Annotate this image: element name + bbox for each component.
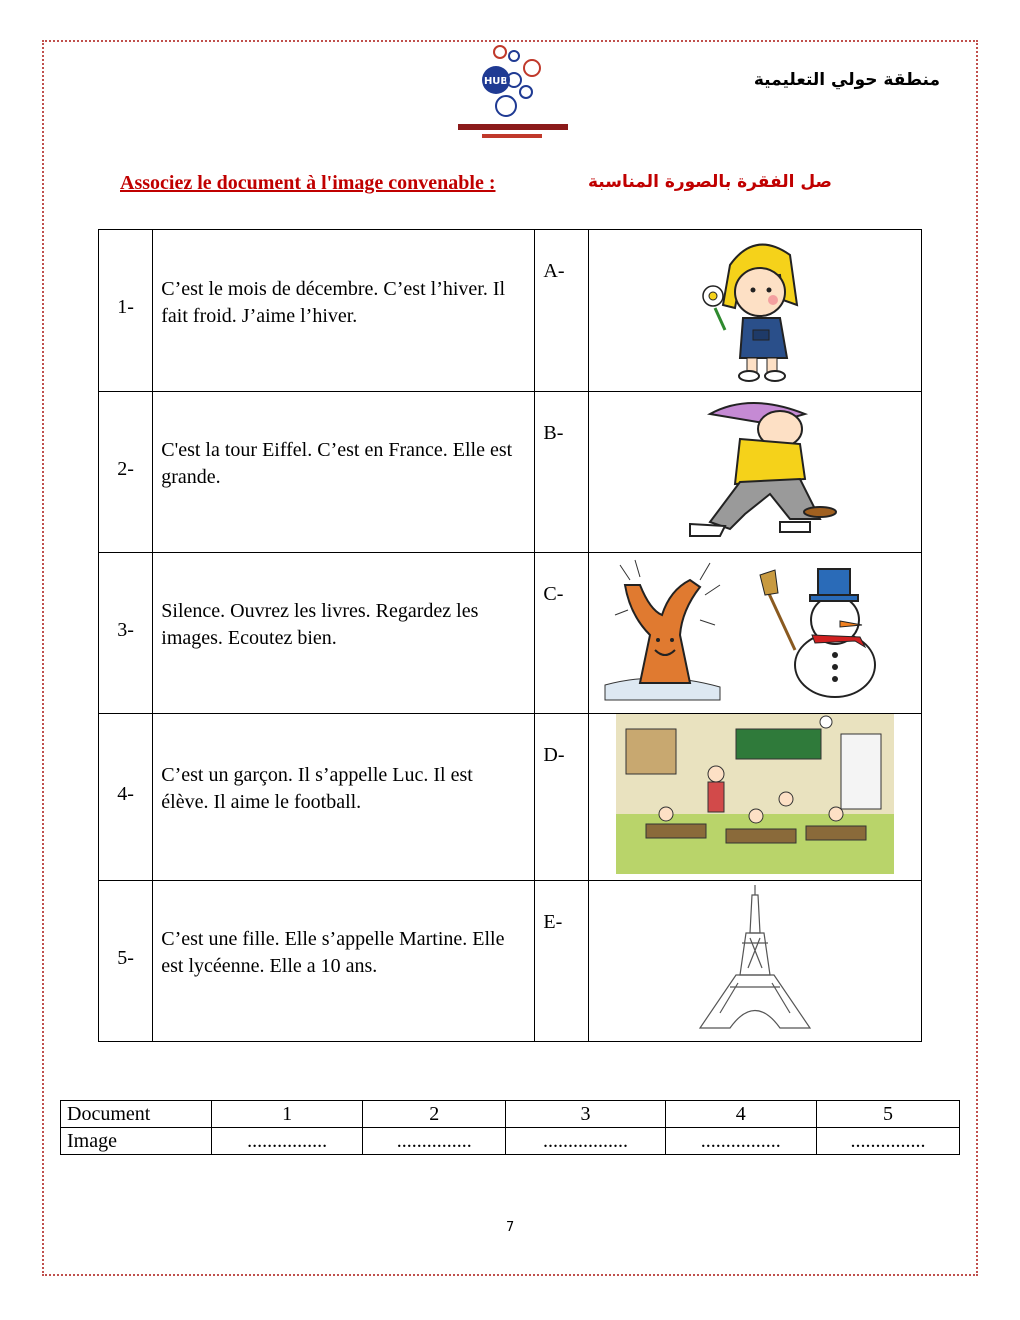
girl-with-flower-image bbox=[685, 230, 825, 385]
answer-table-row-label: Image bbox=[61, 1128, 212, 1155]
image-letter: E- bbox=[535, 881, 588, 1042]
table-row bbox=[61, 1128, 960, 1155]
boy-walking-image bbox=[670, 394, 840, 544]
page-number: 7 bbox=[506, 1220, 515, 1235]
doc-text: C’est une fille. Elle s’appelle Martine. Elle est lycéenne. Elle a 10 ans. bbox=[161, 928, 505, 977]
doc-text: Silence. Ouvrez les livres. Regardez les images. Ecoutez bien. bbox=[161, 600, 479, 649]
doc-number: 2- bbox=[117, 457, 134, 480]
hub-logo bbox=[452, 44, 576, 148]
image-letter: A- bbox=[535, 230, 588, 392]
doc-number: 4- bbox=[117, 782, 134, 805]
answer-blank[interactable]: ............... bbox=[363, 1128, 506, 1155]
instruction-arabic: صل الفقرة بالصورة المناسبة bbox=[588, 172, 832, 192]
image-letter: D- bbox=[535, 714, 588, 881]
table-row bbox=[61, 1101, 960, 1128]
table-row bbox=[99, 230, 922, 392]
answer-col-header: 3 bbox=[506, 1101, 665, 1128]
answer-table bbox=[60, 1100, 960, 1155]
answer-blank[interactable]: ................ bbox=[665, 1128, 816, 1155]
answer-blank[interactable]: ................ bbox=[212, 1128, 363, 1155]
doc-number: 3- bbox=[117, 618, 134, 641]
doc-text: C’est le mois de décembre. C’est l’hiver. Il fait froid. J’aime l’hiver. bbox=[161, 277, 506, 327]
svg-text:HUB: HUB bbox=[483, 76, 509, 87]
table-row bbox=[99, 714, 922, 881]
image-letter: B- bbox=[535, 392, 588, 553]
answer-col-header: 5 bbox=[816, 1101, 959, 1128]
table-row bbox=[99, 553, 922, 714]
answer-col-header: 1 bbox=[212, 1101, 363, 1128]
doc-text: C’est un garçon. Il s’appelle Luc. Il est élève. Il aime le football. bbox=[161, 764, 473, 813]
winter-tree-snowman-image bbox=[600, 555, 910, 705]
doc-number: 5- bbox=[117, 946, 134, 969]
table-row bbox=[99, 881, 922, 1042]
instruction-french: Associez le document à l'image convenable : bbox=[120, 172, 496, 194]
doc-text: C'est la tour Eiffel. C’est en France. Elle est grande. bbox=[161, 439, 513, 488]
image-letter: C- bbox=[535, 553, 588, 714]
region-title: منطقة حولي التعليمية bbox=[753, 70, 940, 90]
doc-number: 1- bbox=[117, 296, 134, 318]
eiffel-tower-image bbox=[690, 883, 820, 1033]
answer-table-header: Document bbox=[61, 1101, 212, 1128]
table-row bbox=[99, 392, 922, 553]
answer-col-header: 2 bbox=[363, 1101, 506, 1128]
answer-blank[interactable]: ............... bbox=[816, 1128, 959, 1155]
answer-col-header: 4 bbox=[665, 1101, 816, 1128]
matching-table bbox=[98, 229, 922, 1042]
answer-blank[interactable]: ................. bbox=[506, 1128, 665, 1155]
classroom-image bbox=[616, 714, 894, 874]
